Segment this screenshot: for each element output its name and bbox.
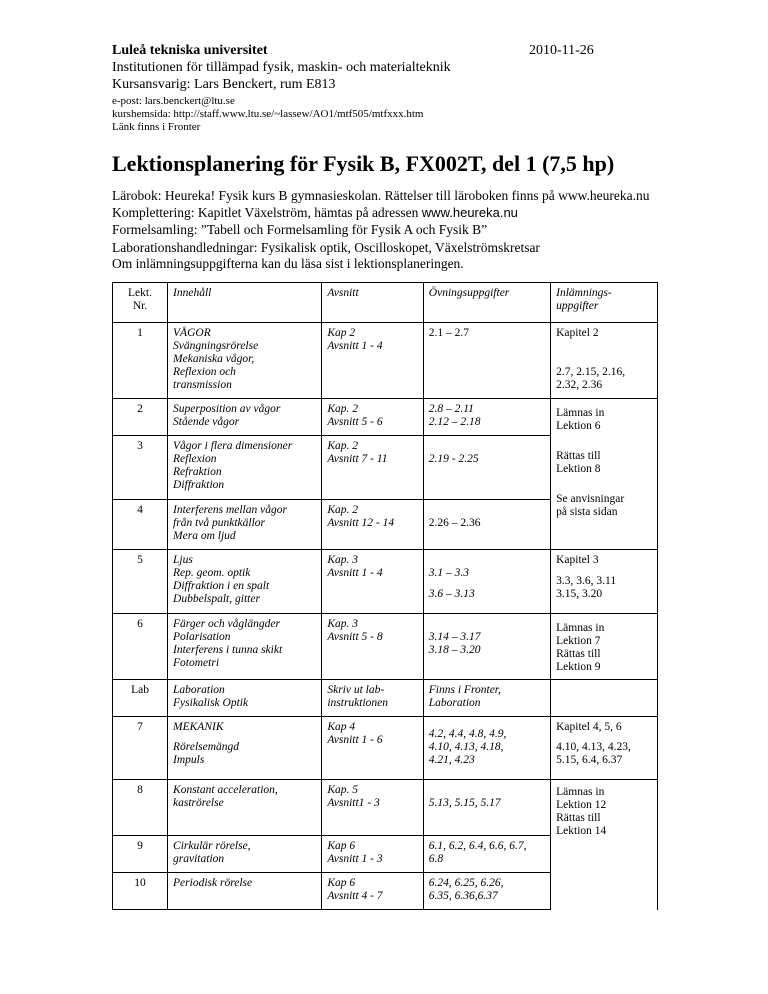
section-line: Kap. 5 — [327, 784, 359, 796]
content-line: Diffraktion — [173, 479, 225, 491]
exercise-line: 4.2, 4.4, 4.8, 4.9, — [428, 728, 507, 740]
formula-line: Formelsamling: ”Tabell och Formelsamling för Fysik A och Fysik B” — [112, 222, 488, 237]
table-row — [113, 399, 658, 436]
row-nr: 8 — [113, 780, 168, 836]
exercise-line: 3.6 – 3.13 — [428, 588, 475, 600]
fronter-note: Länk finns i Fronter — [112, 121, 201, 133]
content-line: Ljus — [173, 554, 193, 566]
row-content — [168, 399, 322, 436]
submit-line: Lektion 7 — [556, 635, 601, 647]
submit-line: Lämnas in — [556, 622, 605, 634]
row-section — [322, 323, 423, 399]
content-line: Rep. geom. optik — [173, 567, 251, 579]
exercise-line: 3.1 – 3.3 — [428, 567, 470, 579]
content-line: Impuls — [173, 754, 205, 766]
row-content — [168, 436, 322, 500]
section-line: Avsnitt1 - 3 — [327, 797, 380, 809]
exercise-line: 6.24, 6.25, 6.26, — [428, 877, 504, 889]
row-nr: 9 — [113, 836, 168, 873]
complement-url: www.heureka.nu — [421, 205, 518, 220]
assignment-items: 3.3, 3.6, 3.11 — [556, 575, 617, 587]
section-line: Avsnitt 1 - 6 — [327, 734, 383, 746]
assignment-items: 4.10, 4.13, 4.23, — [556, 741, 631, 753]
table-row — [113, 614, 658, 680]
section-line: instruktionen — [327, 697, 389, 709]
row-nr: 5 — [113, 550, 168, 614]
content-line: Konstant acceleration, — [173, 784, 278, 796]
section-line: Kap 6 — [327, 877, 356, 889]
row-exercises — [423, 680, 550, 717]
assignments-note: Om inlämningsuppgifterna kan du läsa sist i lektionsplaneringen. — [112, 256, 464, 271]
header-assignments — [551, 283, 658, 323]
content-line: kaströrelse — [173, 797, 224, 809]
row-assignments — [551, 550, 658, 614]
course-homepage: kurshemsida: http://staff.www.ltu.se/~lassew/AO1/mtf505/mtfxxx.htm — [112, 108, 424, 120]
section-line: Avsnitt 1 - 4 — [327, 340, 383, 352]
assignment-title: Kapitel 3 — [556, 554, 599, 566]
row-section — [322, 399, 423, 436]
table-row — [113, 550, 658, 614]
content-line: Svängningsrörelse — [173, 340, 259, 352]
row-content — [168, 873, 322, 910]
complement-line — [112, 205, 518, 222]
content-line: från två punktkällor — [173, 517, 266, 529]
section-line: Avsnitt 1 - 4 — [327, 567, 383, 579]
header-section: Avsnitt — [322, 283, 423, 323]
header-assignments-1: Inlämnings- — [556, 287, 612, 299]
submit-line: Lämnas in — [556, 407, 605, 419]
content-line: Färger och våglängder — [173, 618, 280, 630]
note-line: Se anvisningar — [556, 493, 625, 505]
row-content — [168, 500, 322, 550]
row-nr: 7 — [113, 717, 168, 780]
row-exercises — [423, 780, 550, 836]
section-line: Kap. 2 — [327, 504, 359, 516]
row-content — [168, 550, 322, 614]
content-line: Interferens i tunna skikt — [173, 644, 283, 656]
row-exercises — [423, 836, 550, 873]
content-line: Fysikalisk Optik — [173, 697, 249, 709]
exercise-line: 6.1, 6.2, 6.4, 6.6, 6.7, — [428, 840, 527, 852]
content-line: MEKANIK — [173, 721, 224, 733]
institution-name: Institutionen för tillämpad fysik, maskin- och materialteknik — [112, 60, 451, 75]
row-assignments — [551, 717, 658, 780]
row-nr: Lab — [113, 680, 168, 717]
row-nr: 10 — [113, 873, 168, 910]
course-responsible: Kursansvarig: Lars Benckert, rum E813 — [112, 77, 336, 92]
content-line: Dubbelspalt, gitter — [173, 593, 260, 605]
content-line: Reflexion och — [173, 366, 236, 378]
assignment-items: 3.15, 3.20 — [556, 588, 603, 600]
assignment-group-3-details — [551, 780, 658, 910]
exercise-line: 2.26 – 2.36 — [428, 517, 481, 529]
content-line: Rörelsemängd — [173, 741, 240, 753]
graded-line: Lektion 9 — [556, 661, 601, 673]
header-lekt-1: Lekt. — [128, 287, 152, 299]
table-row — [113, 780, 658, 836]
lesson-plan-table — [112, 282, 658, 910]
exercise-line: 2.12 – 2.18 — [428, 416, 481, 428]
assignment-title: Kapitel 4, 5, 6 — [556, 721, 622, 733]
contact-email: e-post: lars.benckert@ltu.se — [112, 95, 235, 107]
graded-line: Rättas till — [556, 812, 601, 824]
row-content — [168, 680, 322, 717]
row-section — [322, 614, 423, 680]
row-exercises — [423, 873, 550, 910]
table-row — [113, 680, 658, 717]
row-nr: 2 — [113, 399, 168, 436]
content-line: Fotometri — [173, 657, 220, 669]
exercise-line: 6.8 — [428, 853, 444, 865]
table-header-row — [113, 283, 658, 323]
content-line: VÅGOR — [173, 327, 211, 339]
section-line: Kap 6 — [327, 840, 356, 852]
row-nr: 6 — [113, 614, 168, 680]
section-line: Kap 2 — [327, 327, 356, 339]
row-nr: 3 — [113, 436, 168, 500]
section-line: Avsnitt 7 - 11 — [327, 453, 388, 465]
labs-line: Laborationshandledningar: Fysikalisk optik, Oscilloskopet, Växelströmskretsar — [112, 240, 540, 255]
section-line: Skriv ut lab- — [327, 684, 385, 696]
content-line: Interferens mellan vågor — [173, 504, 287, 516]
section-line: Avsnitt 1 - 3 — [327, 853, 383, 865]
content-line: Superposition av vågor — [173, 403, 281, 415]
header-content: Innehåll — [168, 283, 322, 323]
section-line: Avsnitt 4 - 7 — [327, 890, 383, 902]
section-line: Kap. 3 — [327, 618, 359, 630]
row-assignments — [551, 323, 658, 399]
exercise-line: 3.18 – 3.20 — [428, 644, 481, 656]
row-assignments-empty — [551, 680, 658, 717]
content-line: transmission — [173, 379, 232, 391]
table-row — [113, 717, 658, 780]
header-lekt — [113, 283, 168, 323]
exercise-line: 4.21, 4.23 — [428, 754, 475, 766]
content-line: Mekaniska vågor, — [173, 353, 255, 365]
row-exercises — [423, 717, 550, 780]
row-exercises — [423, 500, 550, 550]
submit-line: Lektion 12 — [556, 799, 607, 811]
row-nr: 1 — [113, 323, 168, 399]
exercise-line: 3.14 – 3.17 — [428, 631, 481, 643]
page-title: Lektionsplanering för Fysik B, FX002T, del 1 (7,5 hp) — [112, 151, 615, 176]
exercise-line: 6.35, 6.36,6.37 — [428, 890, 498, 902]
graded-line: Rättas till — [556, 450, 601, 462]
row-content — [168, 323, 322, 399]
row-content — [168, 717, 322, 780]
content-line: Cirkulär rörelse, — [173, 840, 251, 852]
row-content — [168, 614, 322, 680]
complement-text: Komplettering: Kapitlet Växelström, hämtas på adressen — [112, 205, 422, 220]
assignment-group-1-details — [551, 399, 658, 550]
row-exercises — [423, 550, 550, 614]
exercise-line: Finns i Fronter, — [428, 684, 501, 696]
exercise-line: 5.13, 5.15, 5.17 — [428, 797, 501, 809]
university-name: Luleå tekniska universitet — [112, 43, 268, 58]
section-line: Kap. 2 — [327, 403, 359, 415]
note-line: på sista sidan — [556, 506, 618, 518]
section-line: Avsnitt 5 - 8 — [327, 631, 383, 643]
assignment-items: 2.32, 2.36 — [556, 379, 603, 391]
section-line: Kap 4 — [327, 721, 356, 733]
content-line: Refraktion — [173, 466, 222, 478]
header-lekt-2: Nr. — [132, 300, 148, 312]
content-line: Stående vågor — [173, 416, 240, 428]
row-section — [322, 780, 423, 836]
exercise-line: 2.1 – 2.7 — [428, 327, 470, 339]
assignment-items: 5.15, 6.4, 6.37 — [556, 754, 623, 766]
section-line: Avsnitt 12 - 14 — [327, 517, 395, 529]
row-section — [322, 717, 423, 780]
content-line: Reflexion — [173, 453, 217, 465]
content-line: gravitation — [173, 853, 225, 865]
section-line: Avsnitt 5 - 6 — [327, 416, 383, 428]
row-content — [168, 836, 322, 873]
row-section — [322, 680, 423, 717]
content-line: Diffraktion i en spalt — [173, 580, 270, 592]
header-assignments-2: uppgifter — [556, 300, 599, 312]
content-line: Mera om ljud — [173, 530, 236, 542]
row-section — [322, 550, 423, 614]
document-date: 2010-11-26 — [529, 43, 594, 58]
content-line: Vågor i flera dimensioner — [173, 440, 293, 452]
exercise-line: Laboration — [428, 697, 481, 709]
header-exercises: Övningsuppgifter — [423, 283, 550, 323]
assignment-group-2-details — [551, 614, 658, 680]
row-section — [322, 836, 423, 873]
row-section — [322, 500, 423, 550]
submit-line: Lektion 6 — [556, 420, 601, 432]
submit-line: Lämnas in — [556, 786, 605, 798]
graded-line: Lektion 14 — [556, 825, 607, 837]
row-section — [322, 873, 423, 910]
textbook-line: Lärobok: Heureka! Fysik kurs B gymnasieskolan. Rättelser till läroboken finns på www.heureka.nu — [112, 188, 650, 203]
row-exercises — [423, 436, 550, 500]
content-line: Periodisk rörelse — [173, 877, 253, 889]
graded-line: Rättas till — [556, 648, 601, 660]
row-exercises — [423, 399, 550, 436]
exercise-line: 2.8 – 2.11 — [428, 403, 474, 415]
table-row — [113, 323, 658, 399]
row-content — [168, 780, 322, 836]
row-nr: 4 — [113, 500, 168, 550]
content-line: Laboration — [173, 684, 225, 696]
section-line: Kap. 3 — [327, 554, 359, 566]
row-exercises — [423, 614, 550, 680]
graded-line: Lektion 8 — [556, 463, 601, 475]
assignment-title: Kapitel 2 — [556, 327, 599, 339]
exercise-line: 2.19 - 2.25 — [428, 453, 479, 465]
content-line: Polarisation — [173, 631, 231, 643]
assignment-items: 2.7, 2.15, 2.16, — [556, 366, 626, 378]
row-section — [322, 436, 423, 500]
section-line: Kap. 2 — [327, 440, 359, 452]
exercise-line: 4.10, 4.13, 4.18, — [428, 741, 504, 753]
row-exercises — [423, 323, 550, 399]
